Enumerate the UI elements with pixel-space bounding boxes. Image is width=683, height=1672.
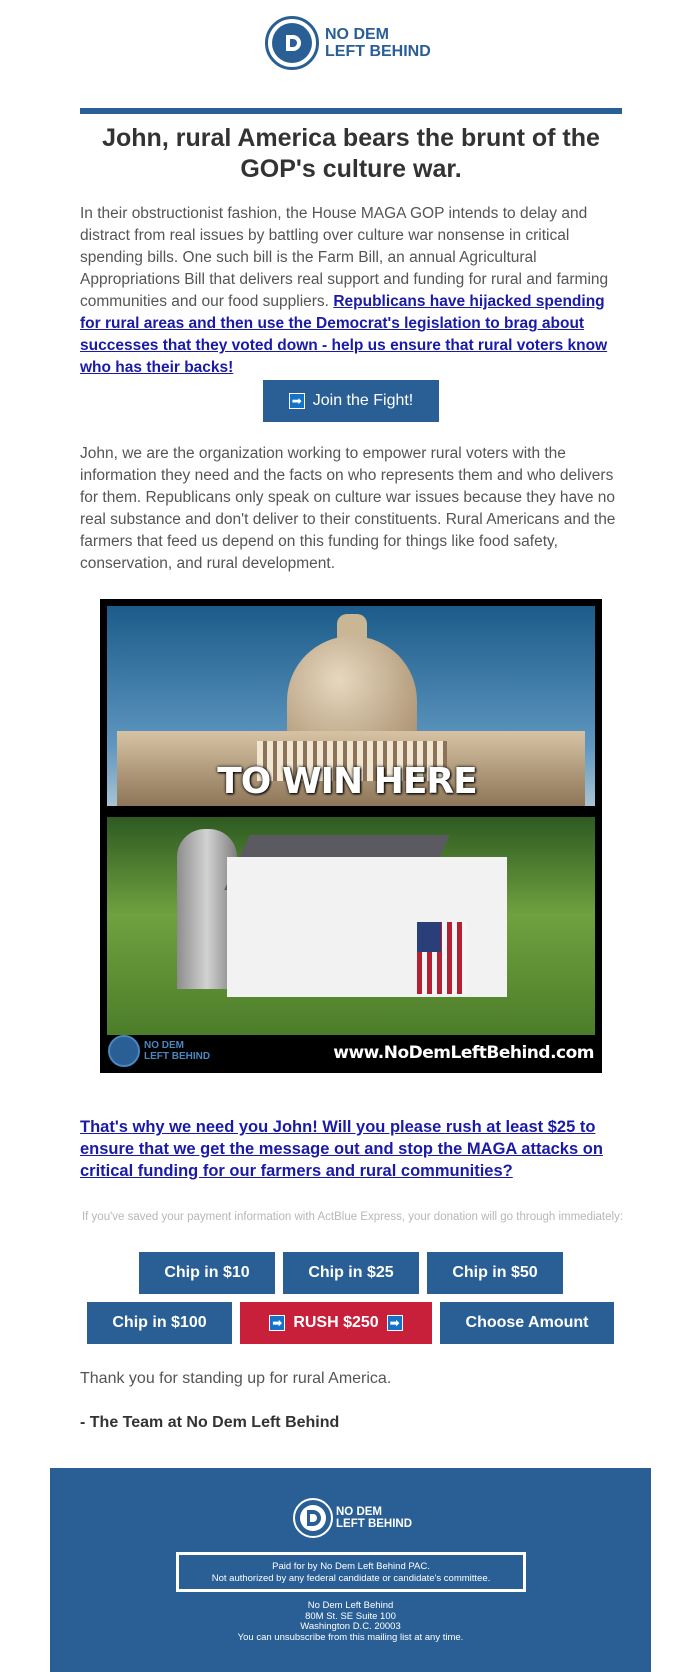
chip-in-10-button[interactable]: Chip in $10 [139,1252,275,1294]
barn-photo [107,817,595,1035]
unsubscribe-text[interactable]: You can unsubscribe from this mailing list at any time. [237,1631,464,1643]
footer-logo-mark-icon [293,1498,333,1538]
donate-ask-link[interactable]: That's why we need you John! Will you please rush at least $25 to ensure that we get the message out and stop the MAGA attacks on critical funding for our farmers and rural communities? [80,1118,603,1180]
capitol-photo [107,606,595,806]
body-paragraph: John, we are the organization working to empower rural voters with the information they need and the facts on who represents them and who delivers for them. Republicans only speak on culture war issues because they have no real substance and don't deliver to their constituents. Rural Americans and the farmers that feed us depend on this funding for things like food safety, conservation, and rural development. [80,445,616,572]
not-authorized-text: Not authorized by any federal candidate or candidate's committee. [211,1573,491,1584]
flag-icon [417,922,467,994]
image-logo-mark-icon [108,1035,140,1067]
paid-for-text: Paid for by No Dem Left Behind PAC. [272,1561,430,1572]
arrow-right-icon: ➡ [387,1315,403,1331]
logo-wordmark [325,26,431,60]
arrow-right-icon: ➡ [269,1315,285,1331]
intro-text: In their obstructionist fashion, the House MAGA GOP intends to delay and distract from real issues by battling over culture war nonsense in critical spending bills. One such bill is the Farm Bill, an annual Agricultural Appropriations Bill that delivers real support and funding for rural and farming communities and our food suppliers. [80,205,609,310]
caption-top: TO WIN HERE [217,761,477,802]
logo-line-2: LEFT BEHIND [325,43,431,60]
footer-logo-wordmark [336,1506,412,1530]
image-logo-line-1: NO DEM [144,1040,184,1051]
headline: John, rural America bears the brunt of the GOP's culture war. [102,124,600,183]
join-fight-button[interactable] [263,380,439,422]
choose-amount-button[interactable]: Choose Amount [440,1302,614,1344]
header-divider [80,108,622,114]
footer-logo-line-1: NO DEM [336,1506,382,1518]
rush-250-button[interactable] [240,1302,432,1344]
intro-link[interactable]: Republicans have hijacked spending for rural areas and then use the Democrat's legislation to brag about successes that they voted down - help us ensure that rural voters know who has their backs! [80,293,608,376]
image-logo [108,1035,210,1067]
join-fight-label: Join the Fight! [312,392,414,409]
footer-street: 80M St. SE Suite 100 [305,1610,396,1622]
footer-address [50,1601,651,1643]
arrow-right-icon: ➡ [289,393,305,409]
capitol-dome [287,636,417,746]
footer-org: No Dem Left Behind [307,1600,394,1611]
rush-250-label: RUSH $250 [293,1314,379,1331]
chip-in-50-button[interactable]: Chip in $50 [427,1252,563,1294]
image-url: www.NoDemLeftBehind.com [333,1043,594,1063]
thanks-text: Thank you for standing up for rural America. [80,1370,392,1387]
signature: - The Team at No Dem Left Behind [80,1414,340,1431]
campaign-image[interactable] [100,599,602,1073]
footer-logo-line-2: LEFT BEHIND [336,1518,413,1530]
chip-in-25-button[interactable]: Chip in $25 [283,1252,419,1294]
header-logo[interactable] [265,16,431,70]
image-logo-line-2: LEFT BEHIND [144,1051,211,1062]
actblue-note: If you've saved your payment information with ActBlue Express, your donation will go through immediately: [81,1211,624,1223]
image-logo-text [144,1040,210,1062]
intro-paragraph [80,203,625,379]
paid-for-disclaimer [176,1552,526,1592]
chip-in-100-button[interactable]: Chip in $100 [87,1302,232,1344]
footer-logo[interactable] [293,1498,412,1538]
footer-city: Washington D.C. 20003 [300,1621,401,1632]
flag-stars [417,922,441,952]
logo-line-1: NO DEM [325,26,389,43]
footer [50,1468,651,1672]
logo-mark-icon [265,16,319,70]
